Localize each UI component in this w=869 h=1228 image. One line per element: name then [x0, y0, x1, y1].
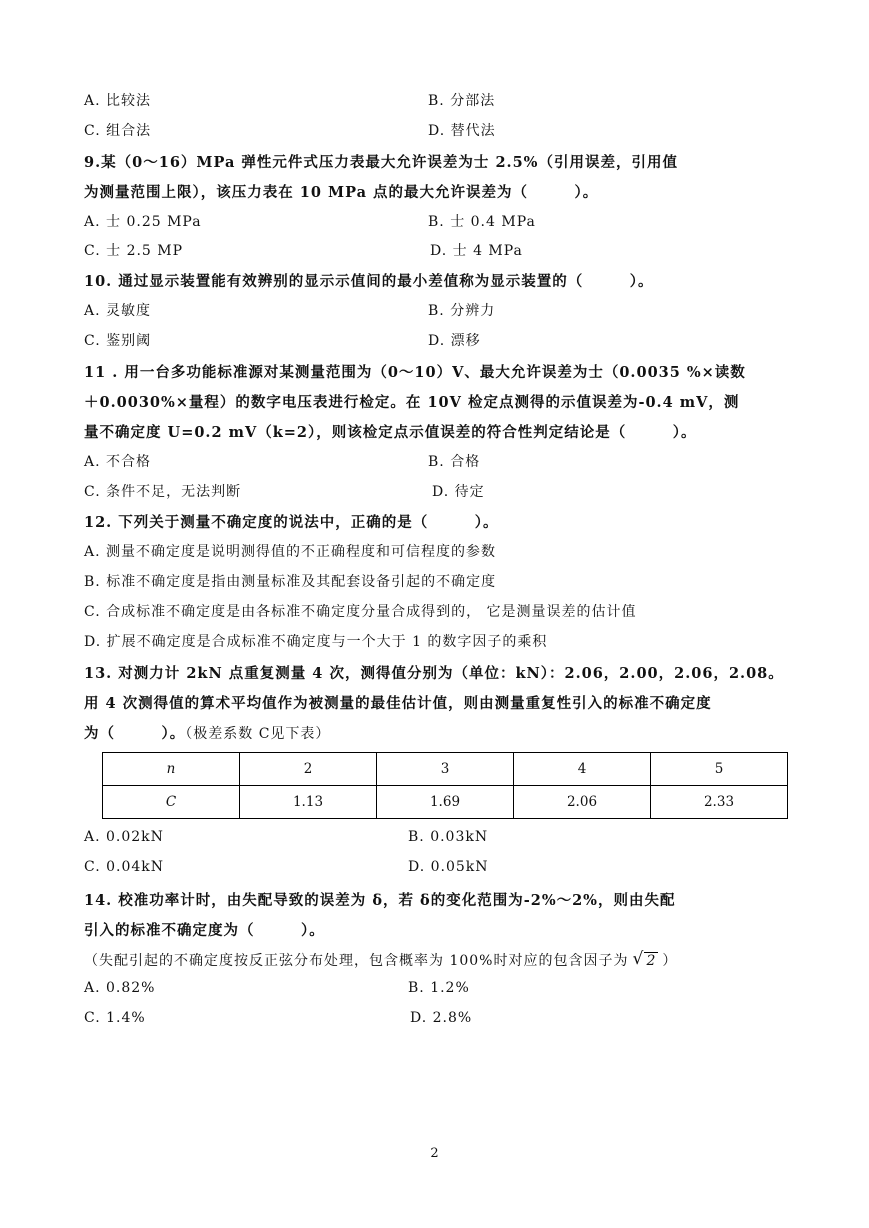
sqrt-radicand: 2 — [646, 953, 657, 969]
question-11-text: 11 . 用一台多功能标准源对某测量范围为（0～10）V、最大允许误差为士（0.0035 %×读数 — [84, 364, 746, 381]
q14-option-b: B. 1.2% — [408, 980, 470, 996]
q13-table-note: （极差系数 C见下表） — [185, 726, 331, 742]
q14-option-a: A. 0.82% — [84, 980, 156, 996]
question-9-text: 9.某（0～16）MPa 弹性元件式压力表最大允许误差为士 2.5%（引用误差，引用值 — [84, 154, 678, 171]
q11-option-d: D. 待定 — [432, 484, 485, 500]
table-cell: C — [103, 786, 240, 819]
question-13-text: 13. 对测力计 2kN 点重复测量 4 次，测得值分别为（单位：kN）：2.06，2.00，2.06，2.08。 — [84, 665, 784, 682]
question-11-text-cont2: 量不确定度 U=0.2 mV（k=2），则该检定点示值误差的符合性判定结论是（ ）。 — [84, 424, 697, 441]
option-b: B. 分部法 — [428, 93, 496, 109]
q9-option-c: C. 士 2.5 MP — [84, 243, 184, 259]
q10-option-c: C. 鉴别阈 — [84, 333, 152, 349]
table-cell: 2 — [240, 753, 377, 786]
q10-option-b: B. 分辨力 — [428, 303, 496, 319]
range-coefficient-table — [102, 752, 788, 819]
q9-option-b: B. 士 0.4 MPa — [428, 214, 536, 230]
question-12-text: 12. 下列关于测量不确定度的说法中，正确的是（ ）。 — [84, 514, 499, 531]
q11-option-c: C. 条件不足，无法判断 — [84, 484, 242, 500]
question-14-note — [84, 950, 677, 970]
q10-option-a: A. 灵敏度 — [84, 303, 152, 319]
table-cell: 3 — [377, 753, 514, 786]
q11-option-b: B. 合格 — [428, 454, 481, 470]
q9-option-a: A. 士 0.25 MPa — [84, 214, 202, 230]
page-number: 2 — [430, 1146, 439, 1161]
table-cell: n — [103, 753, 240, 786]
table-cell: 2.06 — [514, 786, 651, 819]
option-d: D. 替代法 — [428, 123, 496, 139]
q13-option-c: C. 0.04kN — [84, 859, 165, 875]
q13-option-b: B. 0.03kN — [408, 829, 489, 845]
table-cell: 2.33 — [651, 786, 788, 819]
q13-option-a: A. 0.02kN — [84, 829, 164, 845]
q10-option-d: D. 漂移 — [428, 333, 481, 349]
option-a: A. 比较法 — [84, 93, 152, 109]
q11-option-a: A. 不合格 — [84, 454, 152, 470]
question-14-text: 14. 校准功率计时，由失配导致的误差为 δ，若 δ的变化范围为-2%～2%，则由失配 — [84, 892, 676, 909]
q13-option-d: D. 0.05kN — [408, 859, 489, 875]
q14-option-c: C. 1.4% — [84, 1010, 146, 1026]
question-9-text-cont: 为测量范围上限），该压力表在 10 MPa 点的最大允许误差为（ ）。 — [84, 184, 599, 201]
table-cell: 4 — [514, 753, 651, 786]
option-c: C. 组合法 — [84, 123, 152, 139]
question-13-text-cont2 — [84, 722, 330, 743]
q13-answer-blank: 为（ ）。 — [84, 725, 186, 742]
q12-option-b: B. 标准不确定度是指由测量标准及其配套设备引起的不确定度 — [84, 574, 497, 590]
q14-note-close: ） — [662, 953, 678, 969]
q14-note-text: （失配引起的不确定度按反正弦分布处理，包含概率为 100%时对应的包含因子为 — [84, 953, 629, 969]
table-row — [103, 753, 788, 786]
q12-option-c: C. 合成标准不确定度是由各标准不确定度分量合成得到的， 它是测量误差的估计值 — [84, 604, 637, 620]
q9-option-d: D. 士 4 MPa — [430, 243, 523, 259]
sqrt-symbol: √ 2 — [632, 949, 657, 969]
q14-option-d: D. 2.8% — [410, 1010, 473, 1026]
question-10-text: 10. 通过显示装置能有效辨别的显示示值间的最小差值称为显示装置的（ ）。 — [84, 273, 654, 290]
question-13-text-cont: 用 4 次测得值的算术平均值作为被测量的最佳估计值，则由测量重复性引入的标准不确定度 — [84, 695, 712, 712]
question-11-text-cont: ＋0.0030%×量程）的数字电压表进行检定。在 10V 检定点测得的示值误差为-0.4 mV，测 — [84, 394, 740, 411]
question-14-text-cont: 引入的标准不确定度为（ ）。 — [84, 922, 325, 939]
table-cell: 1.69 — [377, 786, 514, 819]
q12-option-a: A. 测量不确定度是说明测得值的不正确程度和可信程度的参数 — [84, 544, 497, 560]
table-cell: 5 — [651, 753, 788, 786]
q12-option-d: D. 扩展不确定度是合成标准不确定度与一个大于 1 的数字因子的乘积 — [84, 634, 548, 650]
table-cell: 1.13 — [240, 786, 377, 819]
table-row — [103, 786, 788, 819]
